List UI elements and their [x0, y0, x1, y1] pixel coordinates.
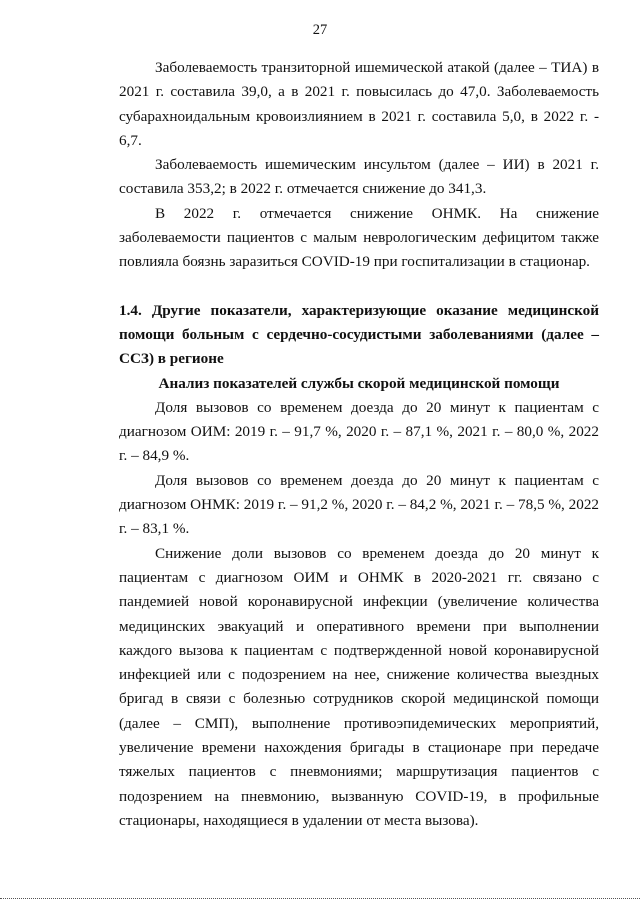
- section-gap: [119, 275, 599, 299]
- paragraph-ii: Заболеваемость ишемическим инсультом (далее – ИИ) в 2021 г. составила 353,2; в 2022 г. отмечается снижение до 341,3.: [119, 156, 599, 198]
- footer-divider: [0, 898, 640, 899]
- section-heading: 1.4. Другие показатели, характеризующие оказание медицинской помощи больным с сердечно-сосудистыми заболеваниями (далее – ССЗ) в регионе: [119, 301, 599, 368]
- subsection-heading: Анализ показателей службы скорой медицинской помощи: [158, 374, 560, 392]
- paragraph-onmk-decline: В 2022 г. отмечается снижение ОНМК. На снижение заболеваемости пациентов с малым неврологическим дефицитом также повлияла боязнь заразиться COVID-19 при госпитализации в стационар.: [119, 204, 599, 271]
- paragraph-onmk-calls: Доля вызовов со временем доезда до 20 минут к пациентам с диагнозом ОНМК: 2019 г. – 91,2 %, 2020 г. – 84,2 %, 2021 г. – 78,5 %, 2022 г. – 83,1 %.: [119, 471, 600, 538]
- paragraph-tia: Заболеваемость транзиторной ишемической атакой (далее – ТИА) в 2021 г. составила 39,0, а в 2021 г. повысилась до 47,0. Заболеваемость субарахноидальным кровоизлиянием в 2021 г. составила 5,0, в 2022 г. - 6,7.: [119, 59, 599, 149]
- paragraph-covid-impact: Снижение доли вызовов со временем доезда до 20 минут к пациентам с диагнозом ОИМ и ОНМК в 2020-2021 гг. связано с пандемией новой коронавирусной инфекции (увеличение количества медицинских эвакуаций и оперативного времени при выполнении каждого вызова к пациентам с подтвержденной новой коронавирусной инфекцией или с подозрением на нее, снижение количества выездных бригад в связи с болезнью сотрудников скорой медицинской помощи (далее – СМП), выполнение противоэпидемических мероприятий, увеличение времени нахождения бригады в стационаре при передаче тяжелых пациентов с пневмониями; маршрутизация пациентов с подозрением на пневмонию, вызванную COVID-19, в профильные стационары, находящиеся в удалении от места вызова).: [119, 544, 599, 829]
- page-number: 27: [312, 22, 328, 38]
- paragraph-oim-calls: Доля вызовов со временем доезда до 20 минут к пациентам с диагнозом ОИМ: 2019 г. – 91,7 %, 2020 г. – 87,1 %, 2021 г. – 80,0 %, 2022 г. – 84,9 %.: [119, 398, 599, 465]
- page-content: [119, 56, 599, 833]
